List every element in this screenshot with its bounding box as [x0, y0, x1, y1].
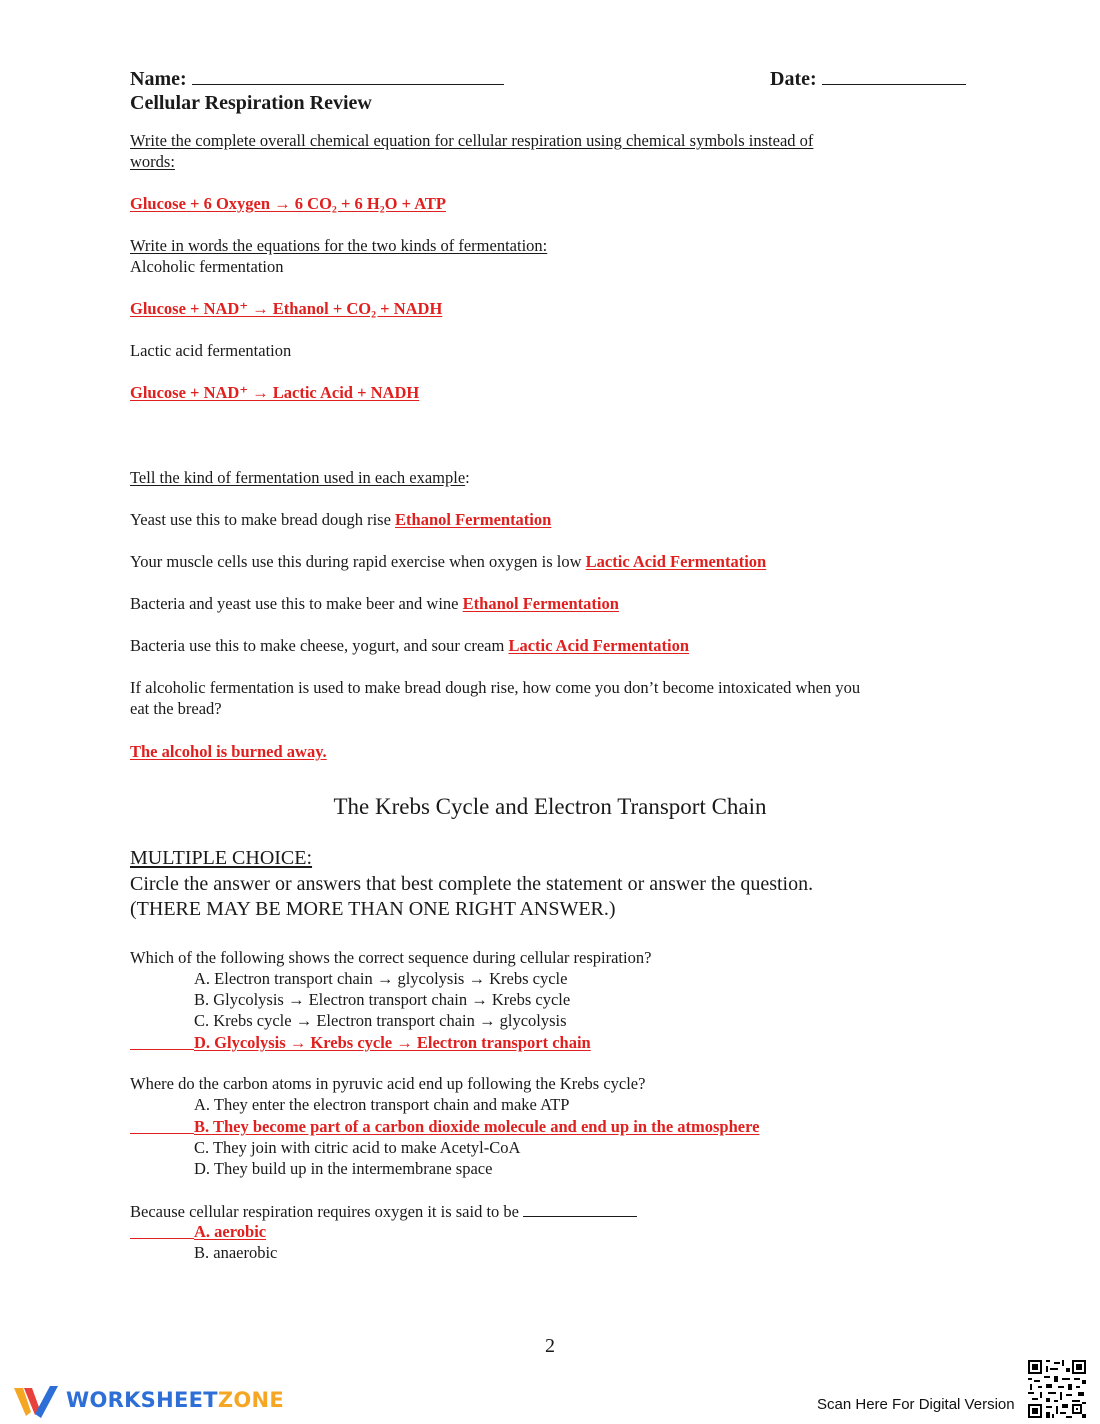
- intox-question-line2: eat the bread?: [130, 699, 222, 718]
- alcoholic-answer: Glucose + NAD⁺ → Ethanol + CO₂ + NADH: [130, 299, 443, 318]
- mc3-answer-leader: [130, 1238, 194, 1239]
- intox-question-line1: If alcoholic fermentation is used to make bread dough rise, how come you don’t become intoxicated when you: [130, 678, 861, 697]
- mc3-question: [130, 1200, 637, 1222]
- kind-example: [130, 509, 551, 530]
- mc3-option-b[interactable]: B. anaerobic: [194, 1243, 278, 1262]
- date-blank[interactable]: [822, 66, 966, 85]
- mc2-option-c[interactable]: C. They join with citric acid to make Acetyl-CoA: [194, 1138, 521, 1157]
- fermentation-prompt: Write in words the equations for the two kinds of fermentation:: [130, 236, 548, 255]
- kind-prompt: [130, 467, 470, 488]
- kind-example-text: Your muscle cells use this during rapid exercise when oxygen is low: [130, 552, 586, 571]
- kind-example-text: Bacteria and yeast use this to make beer and wine: [130, 594, 463, 613]
- lactic-answer: Glucose + NAD⁺ → Lactic Acid + NADH: [130, 383, 420, 402]
- worksheetzone-logo-icon: [14, 1384, 64, 1418]
- mc3-option-a-correct[interactable]: A. aerobic: [194, 1222, 267, 1241]
- scan-text: Scan Here For Digital Version: [817, 1396, 1015, 1413]
- lactic-label: Lactic acid fermentation: [130, 341, 292, 360]
- kind-example-answer: Ethanol Fermentation: [395, 510, 552, 529]
- equation-answer: Glucose + 6 Oxygen → 6 CO₂ + 6 H₂O + ATP: [130, 194, 447, 213]
- kind-example: [130, 635, 689, 656]
- kind-example-text: Yeast use this to make bread dough rise: [130, 510, 396, 529]
- kind-example-answer: Lactic Acid Fermentation: [585, 552, 767, 571]
- kind-prompt-text: Tell the kind of fermentation used in each example: [130, 468, 466, 487]
- intox-answer: The alcohol is burned away.: [130, 742, 327, 761]
- brand-name-part1: WORKSHEET: [66, 1388, 218, 1412]
- qr-code-icon[interactable]: [1028, 1360, 1086, 1418]
- kind-example-answer: Lactic Acid Fermentation: [508, 636, 689, 655]
- mc1-option-a[interactable]: A. Electron transport chain → glycolysis → Krebs cycle: [194, 969, 568, 988]
- mc2-option-b-correct[interactable]: B. They become part of a carbon dioxide molecule and end up in the atmosphere: [194, 1117, 760, 1136]
- mc3-blank[interactable]: [523, 1200, 637, 1217]
- mc2-option-a[interactable]: A. They enter the electron transport chain and make ATP: [194, 1095, 570, 1114]
- name-label: Name:: [130, 68, 187, 90]
- name-blank[interactable]: [192, 66, 504, 85]
- brand-name: [66, 1388, 284, 1412]
- mc3-question-text: Because cellular respiration requires oxygen it is said to be: [130, 1202, 524, 1221]
- section-title: The Krebs Cycle and Electron Transport Chain: [333, 794, 767, 819]
- name-field: [130, 66, 504, 91]
- kind-example: [130, 593, 619, 614]
- equation-prompt-line1: Write the complete overall chemical equation for cellular respiration using chemical symbols instead of: [130, 131, 814, 150]
- date-label: Date:: [770, 68, 817, 90]
- mc2-answer-leader: [130, 1133, 194, 1134]
- worksheet-title: Cellular Respiration Review: [130, 92, 372, 114]
- mc1-question: Which of the following shows the correct sequence during cellular respiration?: [130, 948, 652, 967]
- alcoholic-label: Alcoholic fermentation: [130, 257, 284, 276]
- kind-prompt-suffix: :: [465, 468, 470, 487]
- mc2-option-d[interactable]: D. They build up in the intermembrane space: [194, 1159, 493, 1178]
- date-field: [770, 66, 966, 91]
- mc1-answer-leader: [130, 1049, 194, 1050]
- mc1-option-d-correct[interactable]: D. Glycolysis → Krebs cycle → Electron transport chain: [194, 1033, 591, 1052]
- mc1-option-c[interactable]: C. Krebs cycle → Electron transport chain → glycolysis: [194, 1011, 567, 1030]
- kind-example-text: Bacteria use this to make cheese, yogurt, and sour cream: [130, 636, 509, 655]
- mc-note: (THERE MAY BE MORE THAN ONE RIGHT ANSWER.): [130, 898, 616, 920]
- mc-instruction: Circle the answer or answers that best complete the statement or answer the question.: [130, 873, 814, 895]
- mc2-question: Where do the carbon atoms in pyruvic acid end up following the Krebs cycle?: [130, 1074, 646, 1093]
- page-number: 2: [545, 1335, 555, 1357]
- kind-example-answer: Ethanol Fermentation: [462, 594, 619, 613]
- kind-example: [130, 551, 766, 572]
- equation-prompt-line2: words:: [130, 152, 175, 171]
- brand-name-part2: ZONE: [217, 1388, 285, 1412]
- mc1-option-b[interactable]: B. Glycolysis → Electron transport chain → Krebs cycle: [194, 990, 571, 1009]
- mc-label: MULTIPLE CHOICE:: [130, 847, 313, 869]
